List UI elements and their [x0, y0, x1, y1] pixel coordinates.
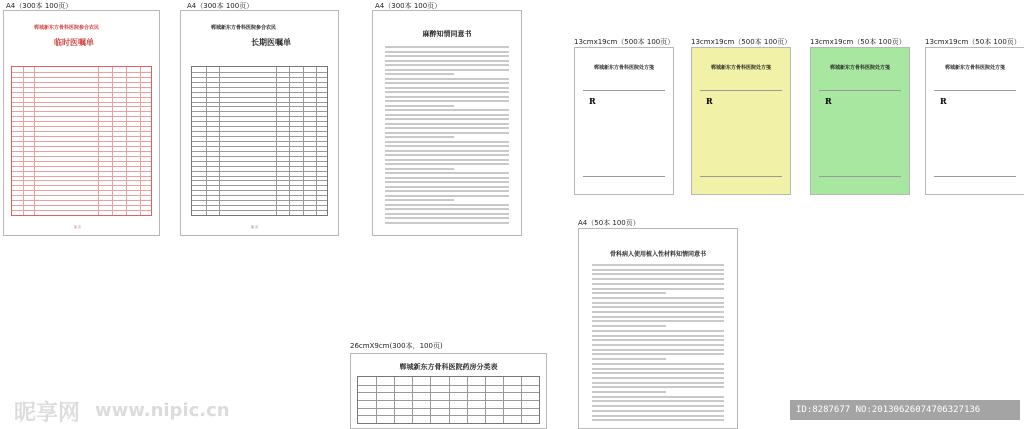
- size-label: A4（300本 100页）: [6, 2, 73, 10]
- text-line: [385, 141, 509, 143]
- table-column-rule: [34, 67, 35, 215]
- table-rule: [192, 97, 327, 98]
- table-rule: [12, 141, 151, 142]
- text-line: [592, 306, 725, 308]
- prescription-sheet-green: [810, 47, 910, 195]
- hospital-name: 郸城新东方骨科医院参合农民: [34, 25, 100, 31]
- text-line: [385, 46, 509, 48]
- table-rule: [192, 146, 327, 147]
- text-line: [385, 177, 509, 179]
- text-line: [385, 127, 509, 129]
- table-rule: [12, 136, 151, 137]
- text-line: [592, 382, 725, 384]
- table-column-rule: [412, 377, 413, 423]
- text-line: [385, 51, 509, 53]
- form-title: 郸城新东方骨科医院处方笺: [593, 65, 654, 71]
- table-rule: [192, 205, 327, 206]
- table-column-rule: [467, 377, 468, 423]
- table-rule: [12, 195, 151, 196]
- text-line: [592, 363, 725, 365]
- watermark-brand: 昵享网: [14, 400, 81, 426]
- table-rule: [192, 131, 327, 132]
- text-line: [385, 163, 509, 165]
- table-rule: [192, 210, 327, 211]
- table-rule: [12, 210, 151, 211]
- form-title: 临时医嘱单: [54, 37, 94, 47]
- text-line: [385, 60, 509, 62]
- table-rule: [12, 161, 151, 162]
- table-column-rule: [430, 377, 431, 423]
- page-footer: 第 页: [74, 225, 81, 229]
- table-column-rule: [140, 67, 141, 215]
- table-rule: [12, 151, 151, 152]
- text-line: [385, 132, 509, 134]
- text-line: [385, 172, 509, 174]
- size-label: 13cmx19cm（500本 100页）: [574, 38, 675, 46]
- text-line: [385, 96, 509, 98]
- table-rule: [192, 87, 327, 88]
- table-rule: [192, 156, 327, 157]
- form-title: 长期医嘱单: [251, 37, 291, 47]
- text-line: [385, 217, 509, 219]
- table-rule: [12, 72, 151, 73]
- table-column-rule: [376, 377, 377, 423]
- table-rule: [12, 111, 151, 112]
- table-rule: [192, 106, 327, 107]
- table-rule: [192, 151, 327, 152]
- table-column-rule: [521, 377, 522, 423]
- table-rule: [12, 185, 151, 186]
- table-rule: [12, 92, 151, 93]
- table-rule: [12, 131, 151, 132]
- text-line: [385, 123, 509, 125]
- table-rule: [12, 126, 151, 127]
- pharmacy-classification-sheet: [350, 353, 547, 429]
- table-rule: [192, 111, 327, 112]
- text-line: [592, 410, 725, 412]
- table-rule: [12, 205, 151, 206]
- table-rule: [192, 136, 327, 137]
- text-line: [592, 339, 725, 341]
- form-title: 郸城新东方骨科医院药房分类表: [399, 362, 498, 371]
- text-line: [385, 186, 509, 188]
- text-line: [592, 325, 666, 327]
- text-line: [592, 297, 725, 299]
- text-line: [385, 145, 509, 147]
- text-line: [592, 311, 725, 313]
- order-table: [191, 66, 328, 216]
- form-title: 郸城新东方骨科医院处方笺: [710, 65, 771, 71]
- table-rule: [192, 82, 327, 83]
- long-term-orders-sheet: [180, 10, 339, 236]
- text-line: [592, 372, 725, 374]
- image-id-bar: ID:8287677 NO:20130626074706327136: [790, 400, 1020, 420]
- table-rule: [12, 121, 151, 122]
- text-line: [385, 222, 509, 224]
- size-label: A4（50本 100页）: [578, 219, 640, 227]
- table-rule: [192, 92, 327, 93]
- text-line: [592, 316, 725, 318]
- table-rule: [192, 200, 327, 201]
- table-column-rule: [126, 67, 127, 215]
- size-label: 13cmx19cm（500本 100页）: [691, 38, 792, 46]
- table-rule: [12, 190, 151, 191]
- table-rule: [192, 102, 327, 103]
- body-text: [579, 264, 737, 424]
- table-rule: [12, 97, 151, 98]
- table-column-rule: [23, 67, 24, 215]
- prescription-sheet-yellow: [691, 47, 791, 195]
- table-rule: [192, 121, 327, 122]
- text-line: [385, 118, 509, 120]
- table-rule: [12, 106, 151, 107]
- table-column-rule: [206, 67, 207, 215]
- text-line: [592, 386, 725, 388]
- size-label: 13cmx19cm（50本 100页）: [810, 38, 906, 46]
- text-line: [592, 368, 725, 370]
- text-line: [385, 73, 455, 75]
- text-line: [385, 154, 509, 156]
- table-rule: [192, 171, 327, 172]
- table-column-rule: [485, 377, 486, 423]
- table-rule: [12, 176, 151, 177]
- table-rule: [12, 146, 151, 147]
- text-line: [385, 181, 509, 183]
- table-column-rule: [276, 67, 277, 215]
- table-column-rule: [449, 377, 450, 423]
- table-rule: [12, 171, 151, 172]
- text-line: [592, 330, 725, 332]
- form-title: 骨科病人使用植入性材料知情同意书: [609, 251, 706, 258]
- table-rule: [12, 116, 151, 117]
- text-line: [385, 64, 509, 66]
- text-line: [385, 199, 455, 201]
- page-footer: 第 页: [251, 225, 258, 229]
- text-line: [385, 82, 509, 84]
- table-rule: [192, 77, 327, 78]
- table-rule: [12, 102, 151, 103]
- text-line: [385, 100, 509, 102]
- table-rule: [192, 195, 327, 196]
- size-label: A4（300本 100页）: [187, 2, 254, 10]
- table-rule: [192, 176, 327, 177]
- text-line: [592, 302, 725, 304]
- text-line: [592, 349, 725, 351]
- text-line: [592, 415, 725, 417]
- text-line: [385, 168, 455, 170]
- text-line: [385, 204, 509, 206]
- watermark-url: www.nipic.cn: [95, 400, 230, 421]
- table-rule: [192, 166, 327, 167]
- text-line: [592, 396, 725, 398]
- text-line: [592, 377, 725, 379]
- text-line: [592, 320, 725, 322]
- table-rule: [12, 87, 151, 88]
- text-line: [592, 283, 725, 285]
- text-line: [592, 400, 725, 402]
- table-rule: [192, 185, 327, 186]
- text-line: [592, 335, 725, 337]
- text-line: [592, 405, 725, 407]
- table-column-rule: [394, 377, 395, 423]
- text-line: [592, 353, 725, 355]
- hospital-name: 郸城新东方骨科医院参合农民: [211, 25, 277, 31]
- table-rule: [12, 82, 151, 83]
- text-line: [592, 273, 725, 275]
- text-line: [592, 288, 725, 290]
- size-label: A4（300本 100页）: [375, 2, 442, 10]
- text-line: [385, 150, 509, 152]
- text-line: [385, 159, 509, 161]
- table-column-rule: [219, 67, 220, 215]
- text-line: [592, 344, 725, 346]
- implant-consent-sheet: [578, 228, 738, 429]
- anesthesia-consent-sheet: [372, 10, 522, 236]
- rx-symbol: R: [940, 96, 947, 106]
- text-line: [385, 213, 509, 215]
- table-rule: [12, 200, 151, 201]
- table-rule: [12, 180, 151, 181]
- body-text: [373, 46, 521, 226]
- text-line: [592, 264, 725, 266]
- table-rule: [192, 116, 327, 117]
- classification-table: [357, 376, 540, 424]
- form-title: 郸城新东方骨科医院处方笺: [829, 65, 890, 71]
- text-line: [385, 78, 509, 80]
- text-line: [592, 269, 725, 271]
- text-line: [385, 55, 509, 57]
- table-rule: [12, 77, 151, 78]
- text-line: [385, 69, 509, 71]
- rx-symbol: R: [706, 96, 713, 106]
- text-line: [592, 292, 666, 294]
- table-column-rule: [303, 67, 304, 215]
- table-column-rule: [289, 67, 290, 215]
- text-line: [385, 195, 509, 197]
- table-rule: [192, 126, 327, 127]
- text-line: [385, 109, 509, 111]
- prescription-sheet: [574, 47, 674, 195]
- text-line: [592, 358, 666, 360]
- prescription-sheet: [925, 47, 1024, 195]
- size-label: 26cmX9cm(300本，100页): [350, 342, 443, 350]
- text-line: [592, 278, 725, 280]
- rx-symbol: R: [589, 96, 596, 106]
- table-rule: [192, 190, 327, 191]
- table-rule: [192, 180, 327, 181]
- table-rule: [192, 72, 327, 73]
- text-line: [385, 136, 455, 138]
- table-rule: [12, 156, 151, 157]
- text-line: [385, 114, 509, 116]
- text-line: [385, 105, 455, 107]
- table-column-rule: [112, 67, 113, 215]
- text-line: [385, 91, 509, 93]
- text-line: [385, 208, 509, 210]
- table-rule: [12, 166, 151, 167]
- table-column-rule: [316, 67, 317, 215]
- text-line: [592, 419, 725, 421]
- order-table: [11, 66, 152, 216]
- size-label: 13cmx19cm（50本 100页）: [925, 38, 1021, 46]
- temporary-orders-sheet: [3, 10, 160, 236]
- rx-symbol: R: [825, 96, 832, 106]
- table-column-rule: [503, 377, 504, 423]
- table-rule: [192, 141, 327, 142]
- form-title: 郸城新东方骨科医院处方笺: [944, 65, 1005, 71]
- table-column-rule: [98, 67, 99, 215]
- table-rule: [192, 161, 327, 162]
- text-line: [385, 87, 509, 89]
- form-title: 麻醉知情同意书: [422, 29, 472, 38]
- text-line: [592, 391, 666, 393]
- text-line: [385, 190, 509, 192]
